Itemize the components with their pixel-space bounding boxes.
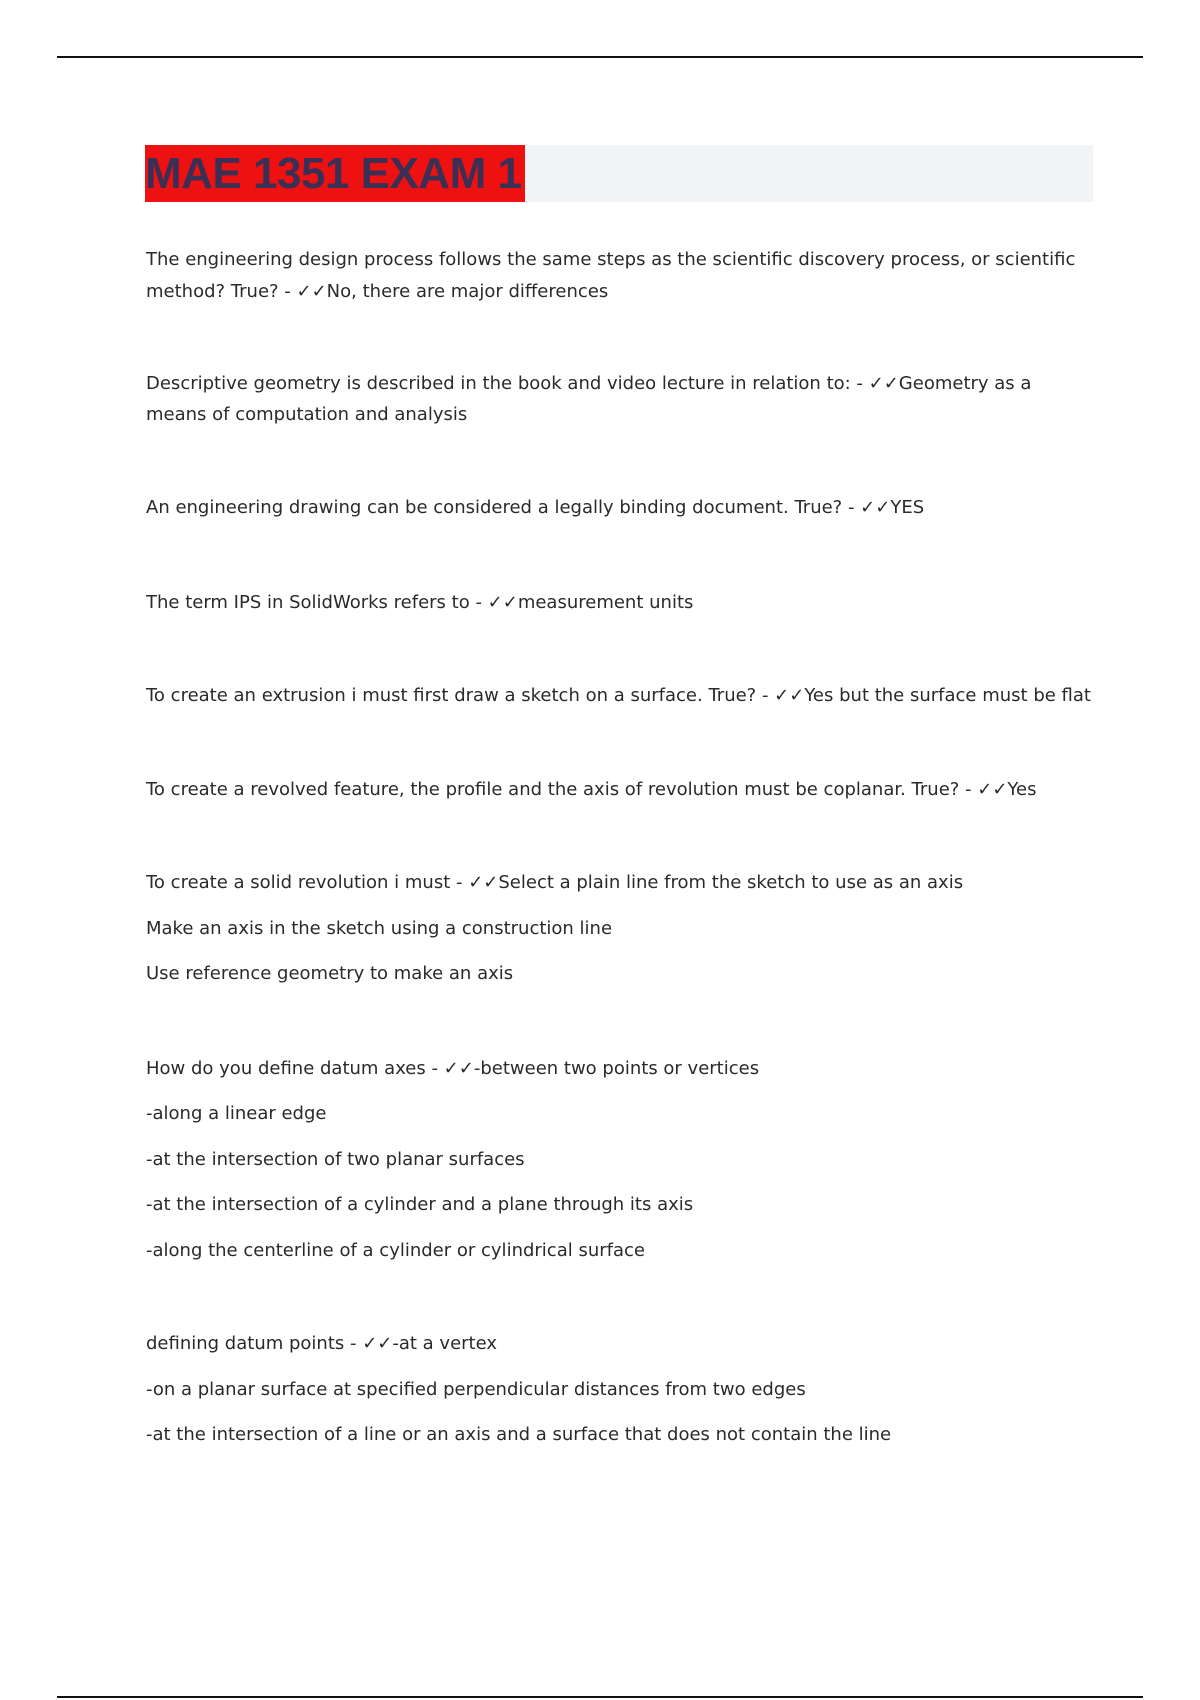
qa-8-line-2: -along a linear edge xyxy=(146,1103,327,1124)
qa-7-line-3: Use reference geometry to make an axis xyxy=(146,963,514,984)
qa-9-line-3: -at the intersection of a line or an axis and a surface that does not contain the line xyxy=(146,1424,892,1445)
qa-7-line-2: Make an axis in the sketch using a construction line xyxy=(146,918,613,939)
footer-rule xyxy=(57,1696,1143,1698)
header-rule xyxy=(57,56,1143,58)
qa-8-line-5: -along the centerline of a cylinder or cylindrical surface xyxy=(146,1240,645,1261)
qa-9-line-1: defining datum points - ✓✓-at a vertex xyxy=(146,1333,498,1354)
qa-8-line-3: -at the intersection of two planar surfaces xyxy=(146,1149,525,1170)
qa-1-line-1: The engineering design process follows the same steps as the scientific discovery process, or scientific xyxy=(146,249,1076,270)
document-title: MAE 1351 EXAM 1 xyxy=(145,145,525,202)
qa-5-line-1: To create an extrusion i must first draw a sketch on a surface. True? - ✓✓Yes but the surface must be flat xyxy=(146,685,1091,706)
qa-1-line-2: method? True? - ✓✓No, there are major differences xyxy=(146,281,609,302)
qa-2-line-1: Descriptive geometry is described in the book and video lecture in relation to: - ✓✓Geometry as a xyxy=(146,373,1032,394)
qa-8-line-1: How do you define datum axes - ✓✓-between two points or vertices xyxy=(146,1058,760,1079)
qa-4-line-1: The term IPS in SolidWorks refers to - ✓✓measurement units xyxy=(146,592,694,613)
qa-2-line-2: means of computation and analysis xyxy=(146,404,468,425)
qa-6-line-1: To create a revolved feature, the profile and the axis of revolution must be coplanar. True? - ✓✓Yes xyxy=(146,779,1037,800)
qa-7-line-1: To create a solid revolution i must - ✓✓Select a plain line from the sketch to use as an axis xyxy=(146,872,964,893)
qa-3-line-1: An engineering drawing can be considered a legally binding document. True? - ✓✓YES xyxy=(146,497,925,518)
qa-9-line-2: -on a planar surface at specified perpendicular distances from two edges xyxy=(146,1379,806,1400)
qa-8-line-4: -at the intersection of a cylinder and a plane through its axis xyxy=(146,1194,694,1215)
